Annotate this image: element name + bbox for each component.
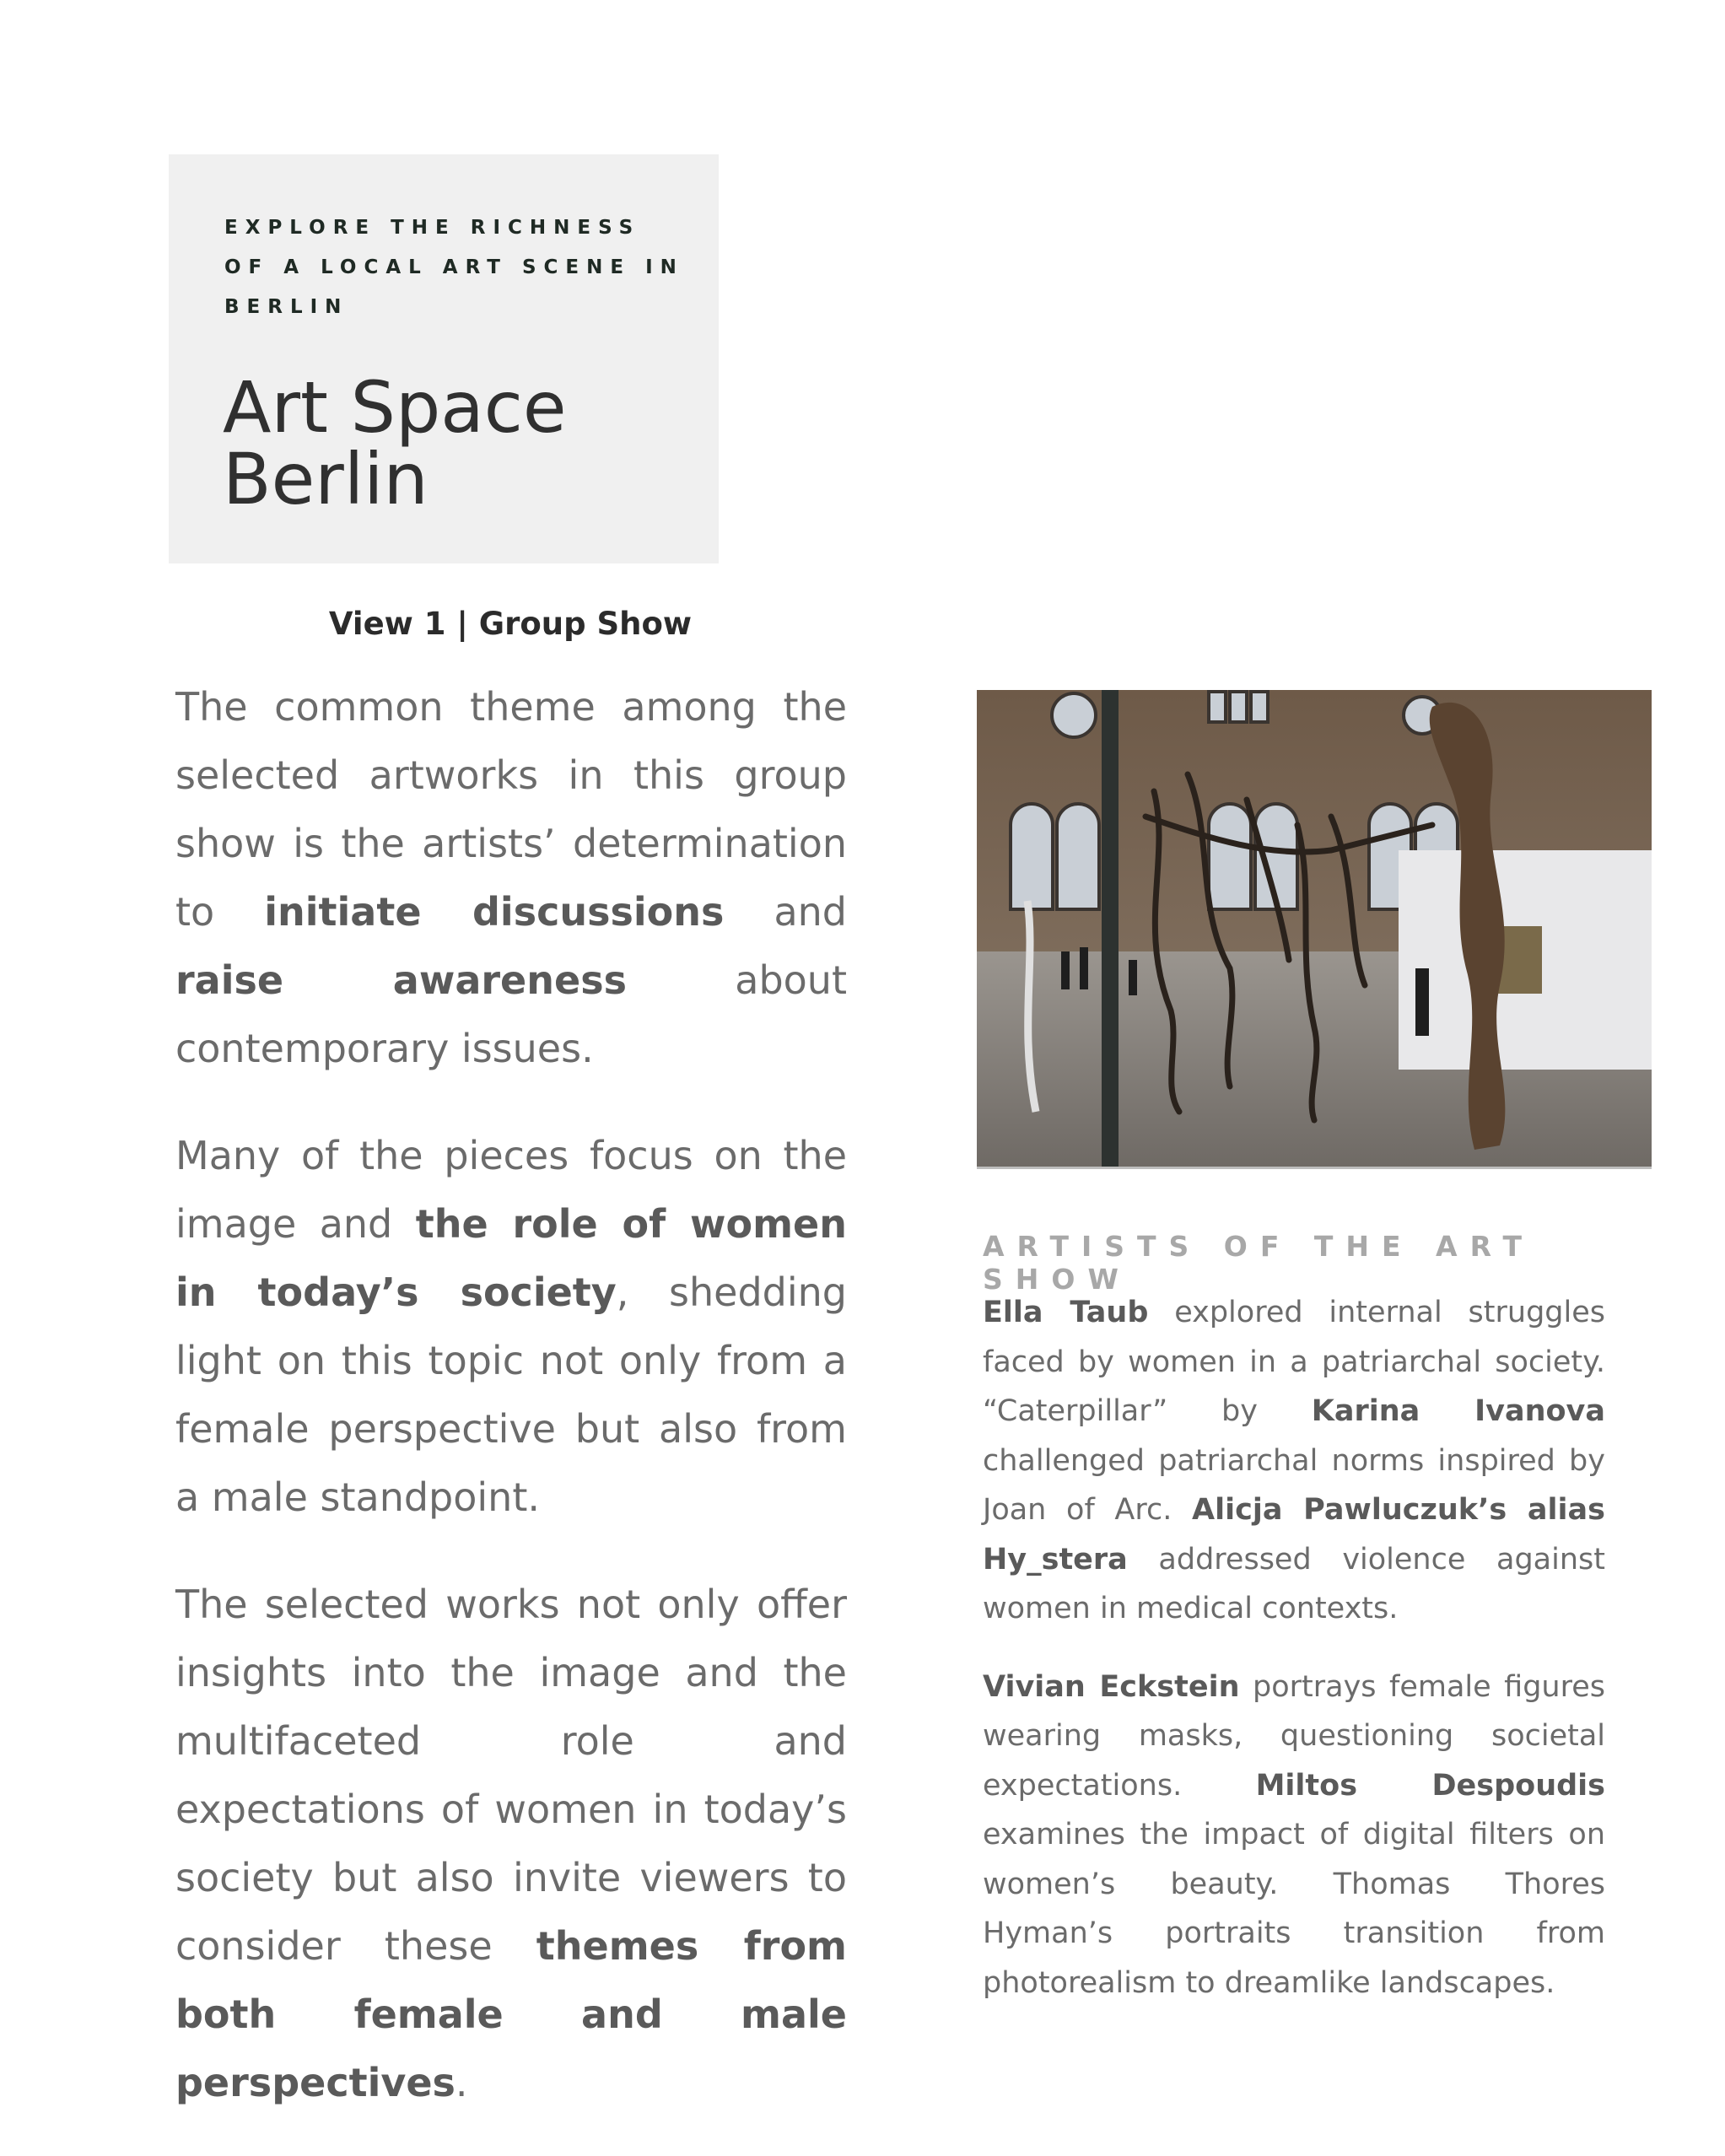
text-run: challenged patriarchal norms inspired by Joan of Arc. xyxy=(983,1443,1605,1527)
page-title xyxy=(223,366,567,520)
artist-name: Ella Taub xyxy=(983,1296,1149,1329)
hero-panel xyxy=(169,154,719,563)
artist-name: Miltos Despoudis xyxy=(1255,1768,1605,1803)
view-subtitle: View 1 | Group Show xyxy=(328,606,693,642)
emphasis: raise awareness xyxy=(175,957,627,1003)
artists-text xyxy=(983,1288,1605,2036)
text-run: explored internal struggles faced by women in a patriarchal society. “Caterpillar” by xyxy=(983,1296,1605,1428)
title-line-1: Art Space xyxy=(223,366,567,449)
intro-paragraph-1 xyxy=(175,673,847,1083)
artist-name: Karina Ivanova xyxy=(1311,1394,1605,1428)
text-run: The common theme among the selected artworks in this group show is the artists’ determination to xyxy=(175,684,847,935)
artist-name: Vivian Eckstein xyxy=(983,1669,1240,1704)
intro-paragraph-2 xyxy=(175,1122,847,1532)
text-run: examines the impact of digital filters on women’s beauty. Thomas Thores Hyman’s portraits transition from photorealism to dreamlike landscapes. xyxy=(983,1818,1605,2000)
title-line-2: Berlin xyxy=(223,438,429,520)
artists-heading: ARTISTS OF THE ART SHOW xyxy=(983,1230,1535,1296)
text-run: portrays female figures wearing masks, questioning societal expectations. xyxy=(983,1669,1605,1803)
exhibition-photo xyxy=(977,690,1652,1169)
artist-name: Alicja Pawluczuk’s alias Hy_stera xyxy=(983,1493,1605,1577)
gallery-installation-image xyxy=(977,690,1652,1167)
emphasis: initiate discussions xyxy=(264,889,725,935)
emphasis: the role of women in today’s society xyxy=(175,1201,847,1315)
text-run: and xyxy=(724,889,847,935)
artists-paragraph-2 xyxy=(983,1663,1605,2008)
intro-text xyxy=(175,673,847,2156)
intro-paragraph-3 xyxy=(175,1571,847,2117)
text-run: addressed violence against women in medical contexts. xyxy=(983,1542,1605,1625)
hero-kicker: EXPLORE THE RICHNESS OF A LOCAL ART SCENE IN BERLIN xyxy=(224,217,684,318)
text-run: Many of the pieces focus on the image and xyxy=(175,1133,847,1247)
emphasis: themes from both female and male perspectives xyxy=(175,1923,847,2105)
artists-paragraph-1 xyxy=(983,1288,1605,1634)
text-run: about contemporary issues. xyxy=(175,957,847,1071)
text-run: The selected works not only offer insights into the image and the multifaceted role and expectations of women in today’s society but also invite viewers to consider these xyxy=(175,1582,847,1969)
text-run: , shedding light on this topic not only from a female perspective but also from a male standpoint. xyxy=(175,1269,847,1520)
text-run: . xyxy=(455,2060,468,2105)
